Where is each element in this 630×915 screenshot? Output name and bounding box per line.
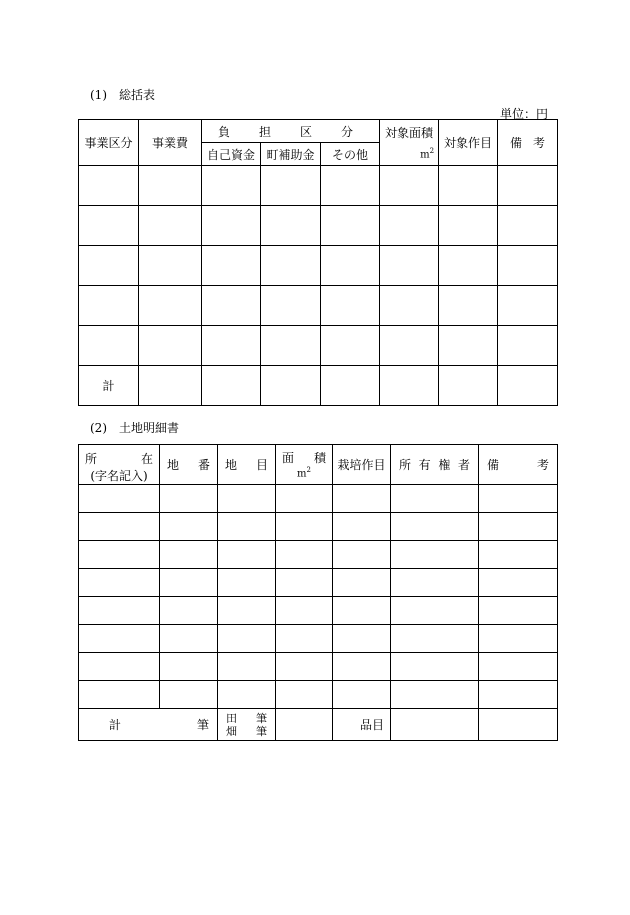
area-char: 面 bbox=[282, 451, 295, 466]
land-table bbox=[78, 444, 558, 741]
land-title: (2) 土地明細書 bbox=[90, 421, 179, 435]
header-project-type: 事業区分 bbox=[79, 120, 139, 166]
total-label: 計 bbox=[79, 366, 139, 406]
burden-char: 担 bbox=[259, 124, 272, 139]
table-row bbox=[79, 166, 558, 206]
table-row bbox=[79, 485, 558, 513]
target-area-label: 対象面積 bbox=[385, 126, 434, 141]
remarks-char: 考 bbox=[533, 136, 546, 150]
area-char: 積 bbox=[313, 451, 326, 466]
table-row bbox=[79, 681, 558, 709]
area-unit: $m^2$ bbox=[297, 466, 311, 480]
header-target-crop: 対象作目 bbox=[439, 120, 498, 166]
header-remarks bbox=[498, 120, 558, 166]
location-sub-label: (字名記入) bbox=[90, 469, 148, 483]
paddy-unit: 筆 bbox=[256, 711, 267, 725]
lot-char: 地 bbox=[167, 458, 180, 472]
total-label: 計 bbox=[109, 718, 122, 732]
items-unit: 品目 bbox=[333, 709, 391, 741]
table-row bbox=[79, 286, 558, 326]
summary-title: (1) 総括表 bbox=[90, 88, 155, 102]
table-row bbox=[79, 206, 558, 246]
owner-char: 有 bbox=[418, 458, 431, 472]
summary-unit: 単位：円 bbox=[500, 107, 549, 121]
total-row bbox=[79, 366, 558, 406]
header-lot-number bbox=[160, 445, 218, 485]
table-row bbox=[79, 513, 558, 541]
burden-char: 区 bbox=[300, 124, 313, 139]
paddy-label: 田 bbox=[226, 711, 237, 725]
parcels-unit: 筆 bbox=[196, 718, 209, 732]
table-row bbox=[79, 569, 558, 597]
summary-table bbox=[78, 119, 558, 406]
header-owner bbox=[391, 445, 479, 485]
table-row bbox=[79, 597, 558, 625]
header-target-area bbox=[380, 120, 439, 166]
header-area bbox=[276, 445, 333, 485]
header-crop: 栽培作目 bbox=[333, 445, 391, 485]
table-row bbox=[79, 653, 558, 681]
header-land-type bbox=[218, 445, 276, 485]
total-parcels-cell bbox=[79, 709, 218, 741]
paddy-field-cell bbox=[218, 709, 276, 741]
total-row bbox=[79, 709, 558, 741]
owner-char: 権 bbox=[438, 458, 451, 472]
owner-char: 所 bbox=[399, 458, 412, 472]
field-unit: 筆 bbox=[256, 724, 267, 738]
table-row bbox=[79, 246, 558, 286]
burden-char: 負 bbox=[218, 124, 231, 139]
lot-char: 番 bbox=[197, 458, 210, 472]
remarks-char: 考 bbox=[536, 458, 549, 472]
remarks-char: 備 bbox=[487, 458, 500, 472]
remarks-char: 備 bbox=[510, 136, 523, 150]
header-town-subsidy: 町補助金 bbox=[261, 143, 321, 166]
header-project-cost: 事業費 bbox=[139, 120, 202, 166]
header-remarks bbox=[479, 445, 558, 485]
table-row bbox=[79, 625, 558, 653]
burden-char: 分 bbox=[341, 124, 354, 139]
location-char: 在 bbox=[140, 452, 153, 466]
header-other: その他 bbox=[321, 143, 380, 166]
owner-char: 者 bbox=[457, 458, 470, 472]
land-type-char: 目 bbox=[255, 458, 268, 472]
table-row bbox=[79, 326, 558, 366]
header-burden-category bbox=[202, 120, 380, 143]
target-area-unit: $m^2$ bbox=[420, 147, 435, 161]
header-own-funds: 自己資金 bbox=[202, 143, 261, 166]
table-row bbox=[79, 541, 558, 569]
field-label: 畑 bbox=[226, 724, 237, 738]
location-char: 所 bbox=[85, 452, 98, 466]
header-location bbox=[79, 445, 160, 485]
land-type-char: 地 bbox=[225, 458, 238, 472]
